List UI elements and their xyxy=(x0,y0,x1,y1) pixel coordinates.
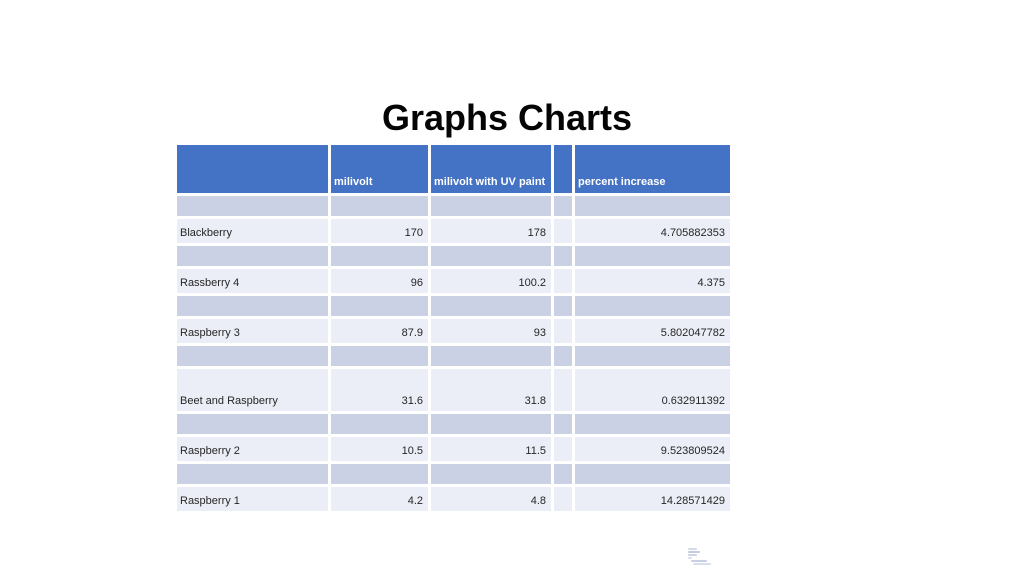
milivolt-value: 4.2 xyxy=(331,487,428,511)
blank-cell xyxy=(554,487,572,511)
spacer-cell xyxy=(177,346,328,366)
percent-increase-value: 0.632911392 xyxy=(575,369,730,411)
table-row xyxy=(177,319,730,343)
spacer-cell xyxy=(575,246,730,266)
spacer-cell xyxy=(331,246,428,266)
spacer-cell xyxy=(554,296,572,316)
spacer-cell xyxy=(431,414,551,434)
header-cell-narrow-blank xyxy=(554,145,572,193)
blank-cell xyxy=(554,369,572,411)
header-cell-milivolt-uv: milivolt with UV paint xyxy=(431,145,551,193)
spacer-cell xyxy=(331,296,428,316)
spacer-cell xyxy=(431,346,551,366)
percent-increase-value: 14.28571429 xyxy=(575,487,730,511)
spacer-cell xyxy=(554,464,572,484)
percent-increase-value: 4.375 xyxy=(575,269,730,293)
spacer-cell xyxy=(575,414,730,434)
spacer-cell xyxy=(177,414,328,434)
spacer-cell xyxy=(554,196,572,216)
blank-cell xyxy=(554,437,572,461)
spacer-cell xyxy=(431,246,551,266)
header-cell-blank xyxy=(177,145,328,193)
spacer-row xyxy=(177,296,730,316)
row-label: Beet and Raspberry xyxy=(177,369,328,411)
header-cell-milivolt: milivolt xyxy=(331,145,428,193)
percent-increase-value: 5.802047782 xyxy=(575,319,730,343)
milivolt-value: 170 xyxy=(331,219,428,243)
milivolt-value: 31.6 xyxy=(331,369,428,411)
row-label: Raspberry 3 xyxy=(177,319,328,343)
percent-increase-value: 4.705882353 xyxy=(575,219,730,243)
spacer-cell xyxy=(575,464,730,484)
spacer-cell xyxy=(177,246,328,266)
row-label: Blackberry xyxy=(177,219,328,243)
data-table xyxy=(177,145,730,511)
milivolt-uv-value: 93 xyxy=(431,319,551,343)
row-label: Raspberry 2 xyxy=(177,437,328,461)
milivolt-uv-value: 11.5 xyxy=(431,437,551,461)
spacer-cell xyxy=(554,346,572,366)
table-row xyxy=(177,369,730,411)
spacer-row xyxy=(177,346,730,366)
milivolt-value: 10.5 xyxy=(331,437,428,461)
spacer-cell xyxy=(575,296,730,316)
spacer-cell xyxy=(331,414,428,434)
spacer-row xyxy=(177,464,730,484)
table-row xyxy=(177,219,730,243)
table-header-row xyxy=(177,145,730,193)
spacer-row xyxy=(177,414,730,434)
milivolt-value: 96 xyxy=(331,269,428,293)
spacer-cell xyxy=(177,464,328,484)
milivolt-uv-value: 4.8 xyxy=(431,487,551,511)
row-label: Raspberry 1 xyxy=(177,487,328,511)
slide-title: Graphs Charts xyxy=(381,97,633,138)
milivolt-value: 87.9 xyxy=(331,319,428,343)
table-row xyxy=(177,437,730,461)
milivolt-uv-value: 178 xyxy=(431,219,551,243)
spacer-cell xyxy=(575,196,730,216)
blank-cell xyxy=(554,219,572,243)
spacer-cell xyxy=(331,464,428,484)
spacer-cell xyxy=(431,464,551,484)
spacer-cell xyxy=(554,246,572,266)
spacer-cell xyxy=(177,296,328,316)
table-row xyxy=(177,269,730,293)
row-label: Rassberry 4 xyxy=(177,269,328,293)
spacer-cell xyxy=(554,414,572,434)
table-row xyxy=(177,487,730,511)
spacer-row xyxy=(177,246,730,266)
spacer-row xyxy=(177,196,730,216)
blank-cell xyxy=(554,319,572,343)
spacer-cell xyxy=(431,296,551,316)
spacer-cell xyxy=(431,196,551,216)
spacer-cell xyxy=(331,346,428,366)
spacer-cell xyxy=(177,196,328,216)
faint-lines-thumbnail-icon xyxy=(688,548,711,565)
spacer-cell xyxy=(331,196,428,216)
blank-cell xyxy=(554,269,572,293)
spacer-cell xyxy=(575,346,730,366)
milivolt-uv-value: 100.2 xyxy=(431,269,551,293)
header-cell-percent-increase: percent increase xyxy=(575,145,730,193)
milivolt-uv-value: 31.8 xyxy=(431,369,551,411)
percent-increase-value: 9.523809524 xyxy=(575,437,730,461)
